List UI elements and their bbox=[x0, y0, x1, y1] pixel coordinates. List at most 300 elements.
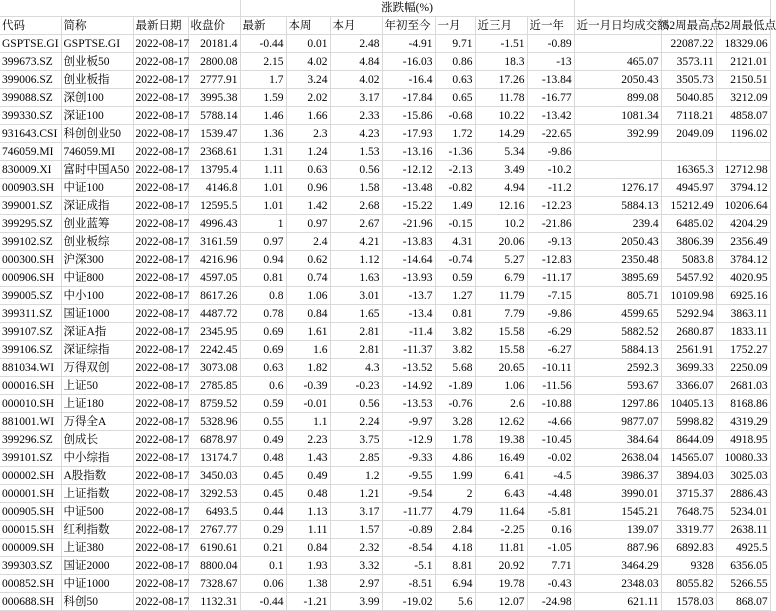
table-cell: 5998.82 bbox=[661, 413, 716, 431]
table-cell: 2022-08-17 bbox=[133, 503, 188, 521]
table-cell: 5.6 bbox=[435, 593, 475, 611]
cell-code: 000906.SH bbox=[0, 269, 61, 287]
table-cell: 4996.43 bbox=[188, 215, 240, 233]
table-row[interactable] bbox=[0, 125, 770, 143]
table-cell: 4.31 bbox=[435, 233, 475, 251]
table-cell: 3986.37 bbox=[574, 467, 661, 485]
table-cell: -21.86 bbox=[527, 215, 574, 233]
table-cell: -9.55 bbox=[382, 467, 435, 485]
table-cell: 11.81 bbox=[475, 539, 527, 557]
table-cell: -16.77 bbox=[527, 89, 574, 107]
table-cell: 3.01 bbox=[330, 287, 382, 305]
table-cell: -9.33 bbox=[382, 449, 435, 467]
table-cell: -22.65 bbox=[527, 125, 574, 143]
table-cell: 0.48 bbox=[286, 485, 330, 503]
table-cell: 4.79 bbox=[435, 503, 475, 521]
table-cell: 2022-08-17 bbox=[133, 35, 188, 53]
table-row[interactable] bbox=[0, 161, 770, 179]
table-cell: 621.11 bbox=[574, 593, 661, 611]
table-cell: 3.17 bbox=[330, 89, 382, 107]
table-cell: -9.86 bbox=[527, 143, 574, 161]
table-cell: 5292.94 bbox=[661, 305, 716, 323]
cell-code: 830009.XI bbox=[0, 161, 61, 179]
table-cell: 1.38 bbox=[286, 575, 330, 593]
cell-code: 399330.SZ bbox=[0, 107, 61, 125]
table-cell: 4146.8 bbox=[188, 179, 240, 197]
table-cell: -16.03 bbox=[382, 53, 435, 71]
table-cell: -0.39 bbox=[286, 377, 330, 395]
table-cell: 2022-08-17 bbox=[133, 413, 188, 431]
table-cell: 0.81 bbox=[240, 269, 286, 287]
column-header[interactable]: 简称 bbox=[61, 17, 133, 35]
cell-name: 科创创业50 bbox=[61, 125, 133, 143]
table-cell: -0.44 bbox=[240, 35, 286, 53]
cell-code: 399001.SZ bbox=[0, 197, 61, 215]
table-cell: 5.27 bbox=[475, 251, 527, 269]
table-cell: 6.41 bbox=[475, 467, 527, 485]
table-cell: 1.2 bbox=[330, 467, 382, 485]
table-cell: 1.31 bbox=[240, 143, 286, 161]
table-cell: 1 bbox=[240, 215, 286, 233]
table-cell: 1.57 bbox=[330, 521, 382, 539]
table-row[interactable] bbox=[0, 35, 770, 53]
table-cell: -0.74 bbox=[435, 251, 475, 269]
table-row[interactable] bbox=[0, 359, 770, 377]
cell-name: 万得双创 bbox=[61, 359, 133, 377]
table-cell: -9.54 bbox=[382, 485, 435, 503]
table-cell: -5.81 bbox=[527, 503, 574, 521]
table-cell: 6925.16 bbox=[716, 287, 770, 305]
column-header[interactable]: 近一年 bbox=[527, 17, 574, 35]
cell-name: 深创100 bbox=[61, 89, 133, 107]
cell-code: 000009.SH bbox=[0, 539, 61, 557]
table-cell: -5.1 bbox=[382, 557, 435, 575]
table-cell: 4216.96 bbox=[188, 251, 240, 269]
table-cell: 1196.02 bbox=[716, 125, 770, 143]
table-cell: 0.44 bbox=[240, 503, 286, 521]
table-cell: 1.58 bbox=[330, 179, 382, 197]
table-cell: 1276.17 bbox=[574, 179, 661, 197]
table-cell: 0.1 bbox=[240, 557, 286, 575]
cell-name: 创业板综 bbox=[61, 233, 133, 251]
table-cell: -0.02 bbox=[527, 449, 574, 467]
group-header-row bbox=[0, 0, 770, 17]
column-header[interactable]: 本周 bbox=[286, 17, 330, 35]
table-cell: 8617.26 bbox=[188, 287, 240, 305]
cell-name: 上证50 bbox=[61, 377, 133, 395]
table-cell: 2022-08-17 bbox=[133, 107, 188, 125]
table-row[interactable] bbox=[0, 53, 770, 71]
table-cell: 1.72 bbox=[435, 125, 475, 143]
table-row[interactable] bbox=[0, 305, 770, 323]
table-cell: 18329.06 bbox=[716, 35, 770, 53]
table-cell: 2022-08-17 bbox=[133, 395, 188, 413]
table-row[interactable] bbox=[0, 197, 770, 215]
table-cell: 3464.29 bbox=[574, 557, 661, 575]
table-cell: 1.24 bbox=[286, 143, 330, 161]
cell-code: 399088.SZ bbox=[0, 89, 61, 107]
table-row[interactable] bbox=[0, 71, 770, 89]
table-cell: 18.3 bbox=[475, 53, 527, 71]
column-header[interactable]: 近一月日均成交额 bbox=[574, 17, 661, 35]
table-cell: 15.58 bbox=[475, 341, 527, 359]
table-cell: -10.11 bbox=[527, 359, 574, 377]
table-row[interactable] bbox=[0, 593, 770, 611]
table-cell: 6356.05 bbox=[716, 557, 770, 575]
table-cell: 0.01 bbox=[286, 35, 330, 53]
table-cell: 2022-08-17 bbox=[133, 53, 188, 71]
table-row[interactable] bbox=[0, 575, 770, 593]
table-cell: 2022-08-17 bbox=[133, 251, 188, 269]
table-cell: 12.62 bbox=[475, 413, 527, 431]
table-cell: 3806.39 bbox=[661, 233, 716, 251]
table-cell: -9.13 bbox=[527, 233, 574, 251]
table-cell: 1545.21 bbox=[574, 503, 661, 521]
table-cell: -8.51 bbox=[382, 575, 435, 593]
table-row[interactable] bbox=[0, 287, 770, 305]
table-cell: 2022-08-17 bbox=[133, 485, 188, 503]
table-row[interactable] bbox=[0, 503, 770, 521]
cell-name: 万得全A bbox=[61, 413, 133, 431]
cell-code: 399005.SZ bbox=[0, 287, 61, 305]
table-cell: 2022-08-17 bbox=[133, 125, 188, 143]
table-cell: 15212.49 bbox=[661, 197, 716, 215]
table-cell: 1081.34 bbox=[574, 107, 661, 125]
cell-code: 399102.SZ bbox=[0, 233, 61, 251]
table-cell: -1.36 bbox=[435, 143, 475, 161]
column-header[interactable]: 代码 bbox=[0, 17, 61, 35]
table-cell: 1.1 bbox=[286, 413, 330, 431]
table-cell: 1.06 bbox=[475, 377, 527, 395]
table-cell: 1.6 bbox=[286, 341, 330, 359]
table-cell: 1.99 bbox=[435, 467, 475, 485]
table-cell: 5457.92 bbox=[661, 269, 716, 287]
table-row[interactable] bbox=[0, 323, 770, 341]
cell-name: 创业板50 bbox=[61, 53, 133, 71]
cell-name: 富时中国A50 bbox=[61, 161, 133, 179]
cell-name: 深证A指 bbox=[61, 323, 133, 341]
table-cell: 899.08 bbox=[574, 89, 661, 107]
table-cell: 2592.3 bbox=[574, 359, 661, 377]
cell-name: 科创50 bbox=[61, 593, 133, 611]
table-cell: 0.45 bbox=[240, 467, 286, 485]
table-cell: -17.84 bbox=[382, 89, 435, 107]
table-row[interactable] bbox=[0, 269, 770, 287]
table-cell: 0.65 bbox=[435, 89, 475, 107]
table-cell: 0.49 bbox=[240, 431, 286, 449]
table-cell: 10080.33 bbox=[716, 449, 770, 467]
table-cell: 8055.82 bbox=[661, 575, 716, 593]
cell-name: 深证成指 bbox=[61, 197, 133, 215]
table-cell: -11.2 bbox=[527, 179, 574, 197]
table-cell: 2242.45 bbox=[188, 341, 240, 359]
table-cell bbox=[661, 143, 716, 161]
table-cell: 2049.09 bbox=[661, 125, 716, 143]
table-row[interactable] bbox=[0, 215, 770, 233]
table-cell: 9877.07 bbox=[574, 413, 661, 431]
cell-code: 881001.WI bbox=[0, 413, 61, 431]
table-cell: 1.01 bbox=[240, 179, 286, 197]
table-cell: 12712.98 bbox=[716, 161, 770, 179]
table-cell: 2022-08-17 bbox=[133, 143, 188, 161]
table-cell: 2022-08-17 bbox=[133, 341, 188, 359]
table-cell: 9328 bbox=[661, 557, 716, 575]
table-cell: 3.24 bbox=[286, 71, 330, 89]
table-cell: 2022-08-17 bbox=[133, 89, 188, 107]
table-cell: 3863.11 bbox=[716, 305, 770, 323]
table-cell: -2.13 bbox=[435, 161, 475, 179]
table-row[interactable] bbox=[0, 377, 770, 395]
table-cell: 22087.22 bbox=[661, 35, 716, 53]
column-header[interactable]: 52周最高点 bbox=[661, 17, 716, 35]
table-cell: 13795.4 bbox=[188, 161, 240, 179]
table-row[interactable] bbox=[0, 557, 770, 575]
table-cell: 1.27 bbox=[435, 287, 475, 305]
table-cell: -0.23 bbox=[330, 377, 382, 395]
table-cell: 0.94 bbox=[240, 251, 286, 269]
cell-name: 中证500 bbox=[61, 503, 133, 521]
table-cell: 2800.08 bbox=[188, 53, 240, 71]
table-row[interactable] bbox=[0, 467, 770, 485]
table-cell: 1.46 bbox=[240, 107, 286, 125]
table-cell: 3794.12 bbox=[716, 179, 770, 197]
table-cell: 3995.38 bbox=[188, 89, 240, 107]
table-cell: -0.15 bbox=[435, 215, 475, 233]
cell-name: 中证1000 bbox=[61, 575, 133, 593]
column-header[interactable]: 最新日期 bbox=[133, 17, 188, 35]
table-cell: 3894.03 bbox=[661, 467, 716, 485]
table-cell: 2022-08-17 bbox=[133, 449, 188, 467]
cell-code: 931643.CSI bbox=[0, 125, 61, 143]
table-cell: -0.89 bbox=[527, 35, 574, 53]
table-cell: -4.48 bbox=[527, 485, 574, 503]
table-cell: 20.65 bbox=[475, 359, 527, 377]
table-row[interactable] bbox=[0, 395, 770, 413]
table-row[interactable] bbox=[0, 485, 770, 503]
table-cell: 1.65 bbox=[330, 305, 382, 323]
table-cell: -2.25 bbox=[475, 521, 527, 539]
table-row[interactable] bbox=[0, 143, 770, 161]
table-cell: 4.84 bbox=[330, 53, 382, 71]
table-cell: 2.4 bbox=[286, 233, 330, 251]
table-cell: 2.24 bbox=[330, 413, 382, 431]
table-cell: 0.69 bbox=[240, 341, 286, 359]
table-row[interactable] bbox=[0, 89, 770, 107]
table-row[interactable] bbox=[0, 539, 770, 557]
table-cell: -4.66 bbox=[527, 413, 574, 431]
table-cell: 3715.37 bbox=[661, 485, 716, 503]
column-header[interactable]: 52周最低点 bbox=[716, 17, 770, 35]
table-cell: 5040.85 bbox=[661, 89, 716, 107]
table-cell: 3212.09 bbox=[716, 89, 770, 107]
table-cell: 6.94 bbox=[435, 575, 475, 593]
table-cell: 887.96 bbox=[574, 539, 661, 557]
table-cell: 0.29 bbox=[240, 521, 286, 539]
table-cell: 2356.49 bbox=[716, 233, 770, 251]
table-cell: 1.01 bbox=[240, 197, 286, 215]
column-header[interactable]: 收盘价 bbox=[188, 17, 240, 35]
table-cell: 20.06 bbox=[475, 233, 527, 251]
table-row[interactable] bbox=[0, 107, 770, 125]
table-cell: 384.64 bbox=[574, 431, 661, 449]
table-cell: 2345.95 bbox=[188, 323, 240, 341]
table-cell: 2348.03 bbox=[574, 575, 661, 593]
table-cell: 7648.75 bbox=[661, 503, 716, 521]
table-cell: 2.85 bbox=[330, 449, 382, 467]
table-cell: 2777.91 bbox=[188, 71, 240, 89]
table-cell: 3505.73 bbox=[661, 71, 716, 89]
table-cell: 3025.03 bbox=[716, 467, 770, 485]
table-cell: 3319.77 bbox=[661, 521, 716, 539]
table-cell: 593.67 bbox=[574, 377, 661, 395]
table-cell: 3450.03 bbox=[188, 467, 240, 485]
cell-code: 399673.SZ bbox=[0, 53, 61, 71]
table-cell: -13.84 bbox=[527, 71, 574, 89]
table-cell: 2150.51 bbox=[716, 71, 770, 89]
table-cell: -10.88 bbox=[527, 395, 574, 413]
table-cell: 2022-08-17 bbox=[133, 359, 188, 377]
table-cell: 3.49 bbox=[475, 161, 527, 179]
table-row[interactable] bbox=[0, 341, 770, 359]
table-cell: 5788.14 bbox=[188, 107, 240, 125]
table-cell: 7.71 bbox=[527, 557, 574, 575]
table-cell: 1.49 bbox=[435, 197, 475, 215]
table-cell: 4.02 bbox=[330, 71, 382, 89]
table-cell: 10.22 bbox=[475, 107, 527, 125]
table-row[interactable] bbox=[0, 179, 770, 197]
table-cell: 2022-08-17 bbox=[133, 431, 188, 449]
table-cell: 0.74 bbox=[286, 269, 330, 287]
table-cell: -8.54 bbox=[382, 539, 435, 557]
cell-code: 399311.SZ bbox=[0, 305, 61, 323]
table-cell: -1.21 bbox=[286, 593, 330, 611]
table-cell: 2022-08-17 bbox=[133, 575, 188, 593]
cell-code: 000903.SH bbox=[0, 179, 61, 197]
table-cell: 1.12 bbox=[330, 251, 382, 269]
cell-name: 创业板指 bbox=[61, 71, 133, 89]
table-cell: 5882.52 bbox=[574, 323, 661, 341]
table-cell: 2.97 bbox=[330, 575, 382, 593]
table-cell: 3073.08 bbox=[188, 359, 240, 377]
table-cell: 2.81 bbox=[330, 323, 382, 341]
table-cell: 5328.96 bbox=[188, 413, 240, 431]
table-cell: 139.07 bbox=[574, 521, 661, 539]
table-cell: 1.11 bbox=[286, 521, 330, 539]
table-cell: 19.38 bbox=[475, 431, 527, 449]
table-cell: 2638.11 bbox=[716, 521, 770, 539]
table-cell: 3895.69 bbox=[574, 269, 661, 287]
cell-code: 399106.SZ bbox=[0, 341, 61, 359]
table-cell: -14.92 bbox=[382, 377, 435, 395]
table-cell: 8800.04 bbox=[188, 557, 240, 575]
table-cell: -21.96 bbox=[382, 215, 435, 233]
table-cell: 0.55 bbox=[240, 413, 286, 431]
cell-name: 深证100 bbox=[61, 107, 133, 125]
table-cell: 1578.03 bbox=[661, 593, 716, 611]
table-cell: 0.49 bbox=[286, 467, 330, 485]
table-cell: 4925.5 bbox=[716, 539, 770, 557]
table-row[interactable] bbox=[0, 449, 770, 467]
table-cell: 4945.97 bbox=[661, 179, 716, 197]
table-cell: 1833.11 bbox=[716, 323, 770, 341]
table-cell: 6493.5 bbox=[188, 503, 240, 521]
table-cell: 4.23 bbox=[330, 125, 382, 143]
table-cell: -12.12 bbox=[382, 161, 435, 179]
cell-name: 创成长 bbox=[61, 431, 133, 449]
group-header-change-pct: 涨跌幅(%) bbox=[240, 0, 574, 17]
table-cell: 12.07 bbox=[475, 593, 527, 611]
table-cell: 8644.09 bbox=[661, 431, 716, 449]
table-cell: 19.78 bbox=[475, 575, 527, 593]
table-cell: 4.94 bbox=[475, 179, 527, 197]
table-cell: 2561.91 bbox=[661, 341, 716, 359]
table-cell: -11.4 bbox=[382, 323, 435, 341]
table-cell: -13.7 bbox=[382, 287, 435, 305]
table-cell: -13.48 bbox=[382, 179, 435, 197]
column-header[interactable]: 本月 bbox=[330, 17, 382, 35]
cell-code: 000002.SH bbox=[0, 467, 61, 485]
table-cell: 5884.13 bbox=[574, 341, 661, 359]
column-header[interactable]: 年初至今 bbox=[382, 17, 435, 35]
table-cell: 2022-08-17 bbox=[133, 593, 188, 611]
cell-code: 399296.SZ bbox=[0, 431, 61, 449]
group-header-spacer-right bbox=[574, 0, 770, 17]
table-row[interactable] bbox=[0, 521, 770, 539]
table-cell: -6.27 bbox=[527, 341, 574, 359]
table-cell: 0.21 bbox=[240, 539, 286, 557]
table-row[interactable] bbox=[0, 413, 770, 431]
table-cell: 1752.27 bbox=[716, 341, 770, 359]
table-cell: 3292.53 bbox=[188, 485, 240, 503]
table-cell: 4.86 bbox=[435, 449, 475, 467]
table-cell: 16.49 bbox=[475, 449, 527, 467]
table-cell: -12.9 bbox=[382, 431, 435, 449]
table-cell: 1.7 bbox=[240, 71, 286, 89]
table-body bbox=[0, 35, 770, 611]
group-header-spacer bbox=[0, 0, 240, 17]
table-row[interactable] bbox=[0, 431, 770, 449]
table-cell bbox=[574, 35, 661, 53]
table-cell: 2.3 bbox=[286, 125, 330, 143]
table-cell: -13.83 bbox=[382, 233, 435, 251]
table-cell: 392.99 bbox=[574, 125, 661, 143]
table-cell: 4020.95 bbox=[716, 269, 770, 287]
table-cell: -4.91 bbox=[382, 35, 435, 53]
table-cell: 5.34 bbox=[475, 143, 527, 161]
cell-name: A股指数 bbox=[61, 467, 133, 485]
table-cell: 10405.13 bbox=[661, 395, 716, 413]
table-cell: 7.79 bbox=[475, 305, 527, 323]
cell-code: 399107.SZ bbox=[0, 323, 61, 341]
table-row[interactable] bbox=[0, 251, 770, 269]
table-cell: -15.86 bbox=[382, 107, 435, 125]
table-cell: -7.15 bbox=[527, 287, 574, 305]
table-cell: 2680.87 bbox=[661, 323, 716, 341]
column-header[interactable]: 一月 bbox=[435, 17, 475, 35]
table-cell: -1.51 bbox=[475, 35, 527, 53]
table-cell: 2.68 bbox=[330, 197, 382, 215]
table-cell: 2.32 bbox=[330, 539, 382, 557]
table-cell: 0.56 bbox=[330, 395, 382, 413]
table-cell: 2022-08-17 bbox=[133, 215, 188, 233]
table-cell: 0.62 bbox=[286, 251, 330, 269]
table-cell: 2121.01 bbox=[716, 53, 770, 71]
cell-code: 000001.SH bbox=[0, 485, 61, 503]
column-header[interactable]: 最新 bbox=[240, 17, 286, 35]
table-row[interactable] bbox=[0, 233, 770, 251]
cell-name: 沪深300 bbox=[61, 251, 133, 269]
column-header[interactable]: 近三月 bbox=[475, 17, 527, 35]
